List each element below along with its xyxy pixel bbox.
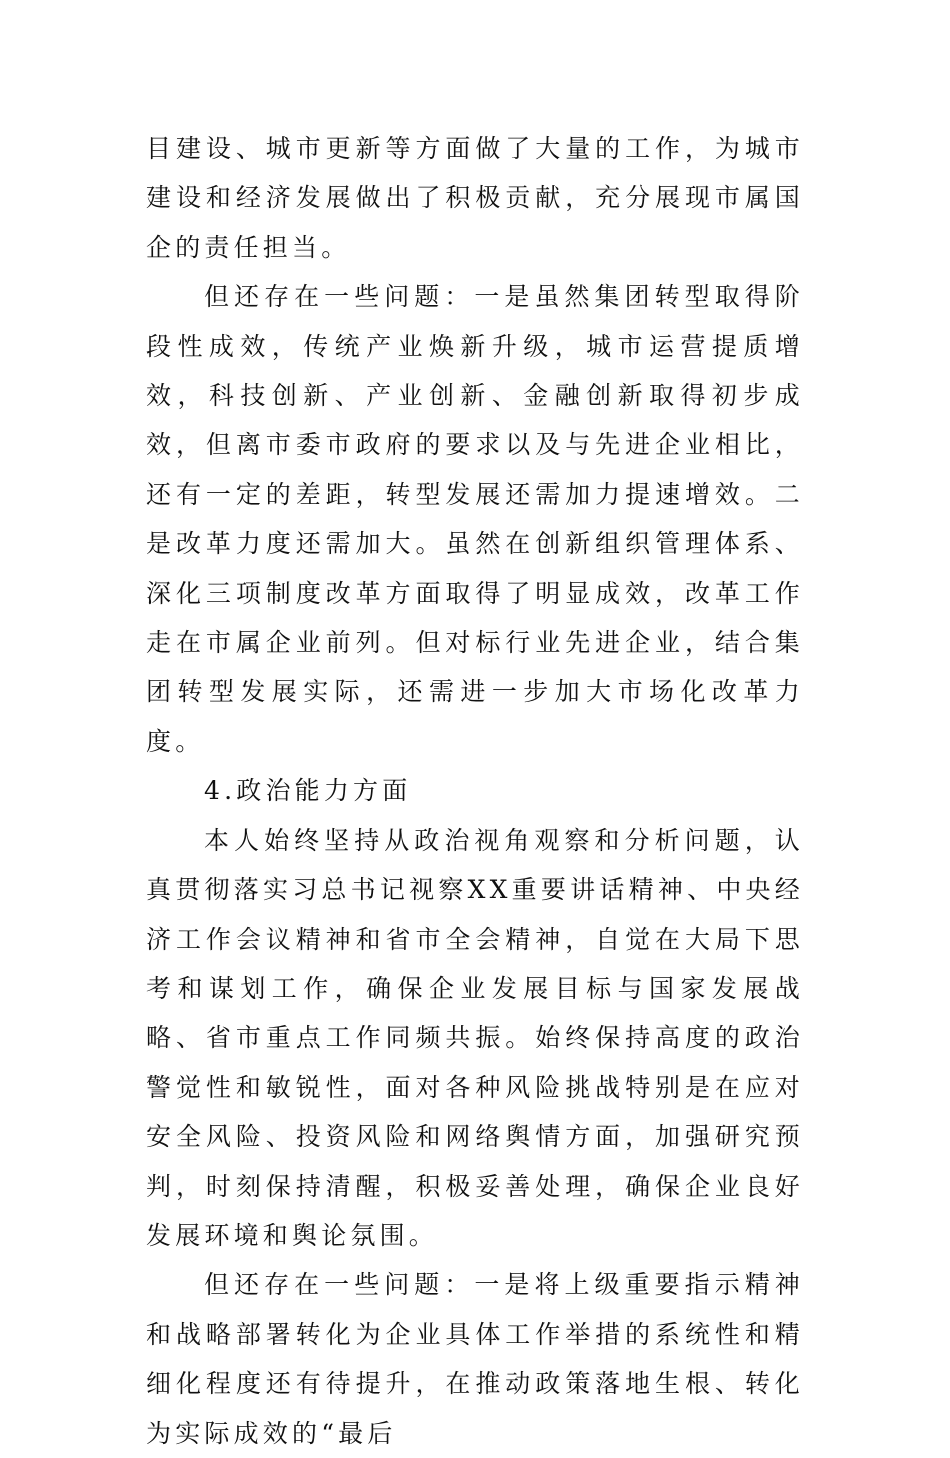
paragraph-problems-political: 但还存在一些问题：一是将上级重要指示精神和战略部署转化为企业具体工作举措的系统性和精细化程度还有待提升，在推动政策落地生根、转化为实际成效的“最后 bbox=[146, 1270, 804, 1448]
section-heading-political-ability: 4.政治能力方面 bbox=[204, 776, 412, 806]
paragraph-political-ability: 本人始终坚持从政治视角观察和分析问题，认真贯彻落实习总书记视察XX重要讲话精神、中央经济工作会议精神和省市全会精神，自觉在大局下思考和谋划工作，确保企业发展目标与国家发展战略、省市重点工作同频共振。始终保持高度的政治警觉性和敏锐性，面对各种风险挑战特别是在应对安全风险、投资风险和网络舆情方面，加强研究预判，时刻保持清醒，积极妥善处理，确保企业良好发展环境和舆论氛围。 bbox=[146, 825, 804, 1250]
paragraph-continuation: 目建设、城市更新等方面做了大量的工作，为城市建设和经济发展做出了积极贡献，充分展现市属国企的责任担当。 bbox=[146, 134, 804, 262]
paragraph-problems-transformation: 但还存在一些问题：一是虽然集团转型取得阶段性成效，传统产业焕新升级，城市运营提质增效，科技创新、产业创新、金融创新取得初步成效，但离市委市政府的要求以及与先进企业相比，还有一定的差距，转型发展还需加力提速增效。二是改革力度还需加大。虽然在创新组织管理体系、深化三项制度改革方面取得了明显成效，改革工作走在市属企业前列。但对标行业先进企业，结合集团转型发展实际，还需进一步加大市场化改革力度。 bbox=[146, 282, 804, 756]
